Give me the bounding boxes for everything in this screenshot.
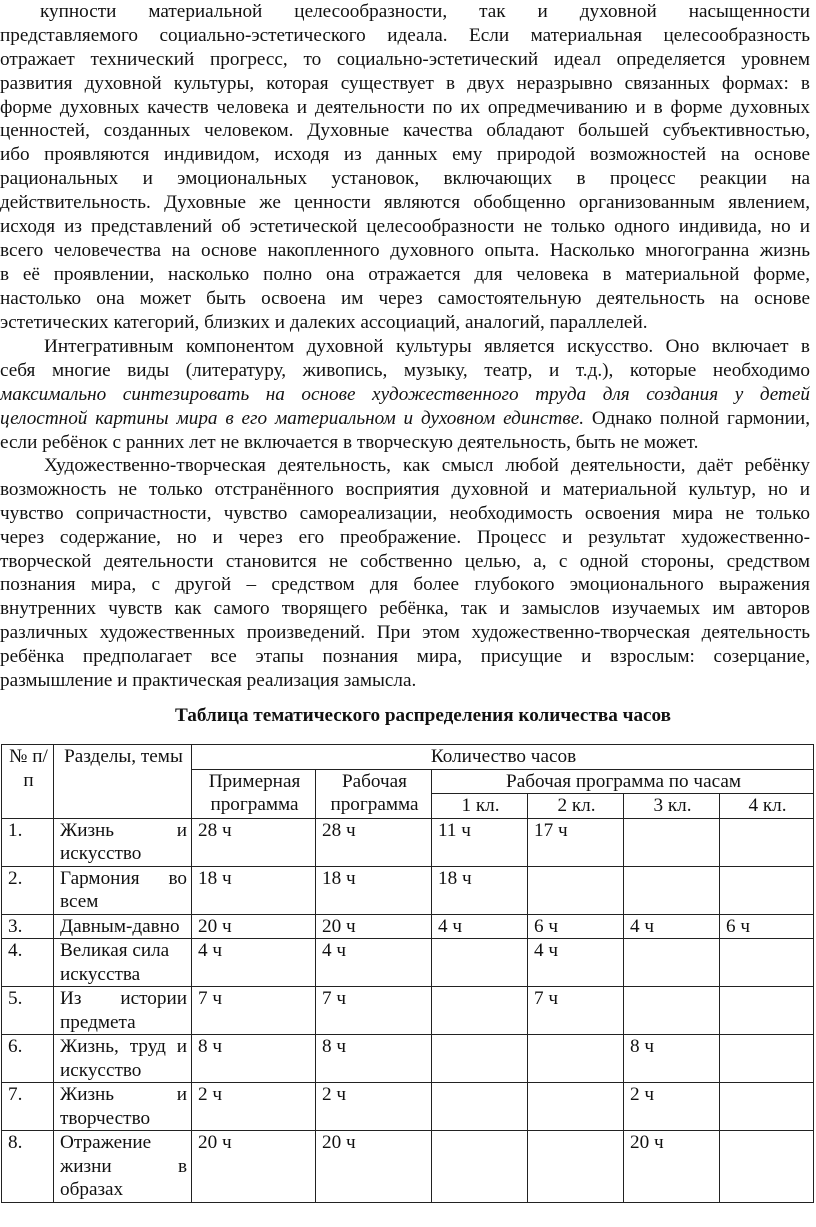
row-work: 18 ч xyxy=(316,866,432,914)
text-line: творческой деятельности становится не собственно целью, а, с одной стороны, средством xyxy=(0,550,810,572)
text-line: через содержание, но и через его преображение. Процесс и результат художественно- xyxy=(0,526,810,548)
text-line: размышление и практическая реализация замысла. xyxy=(0,670,417,692)
row-class-2: 4 ч xyxy=(528,939,624,987)
row-sample: 28 ч xyxy=(192,818,316,866)
row-class-4 xyxy=(720,818,814,866)
row-class-2 xyxy=(528,1083,624,1131)
header-hours: Количество часов xyxy=(192,745,814,770)
header-by-class: Рабочая программа по часам xyxy=(432,769,814,794)
row-topic: Жизнь, труд и искусство xyxy=(54,1035,192,1083)
text-line: исходя из представлений об эстетической целесообразности не только одного индивида, но и xyxy=(0,216,810,238)
row-sample: 4 ч xyxy=(192,939,316,987)
row-sample: 20 ч xyxy=(192,914,316,939)
row-class-2 xyxy=(528,866,624,914)
row-num: 8. xyxy=(2,1131,54,1203)
paragraph-1 xyxy=(0,0,810,334)
row-sample: 7 ч xyxy=(192,987,316,1035)
text-line: эстетических категорий, близких и далеких ассоциаций, аналогий, параллелей. xyxy=(0,311,648,333)
row-sample: 2 ч xyxy=(192,1083,316,1131)
row-topic: Жизнь и творчество xyxy=(54,1083,192,1131)
row-work: 2 ч xyxy=(316,1083,432,1131)
text-line: отражает технический прогресс, то социально-эстетический идеал определяется уровнем xyxy=(0,48,810,70)
row-class-1: 18 ч xyxy=(432,866,528,914)
row-num: 2. xyxy=(2,866,54,914)
table-row xyxy=(2,939,814,987)
text-line: ценностей, созданных человеком. Духовные качества обладают большей субъективностью, xyxy=(0,120,810,142)
row-topic: Давным-давно xyxy=(54,914,192,939)
row-class-1: 4 ч xyxy=(432,914,528,939)
text-line: возможность не только отстранённого восприятия духовной и материальной культур, но и xyxy=(0,478,810,500)
table-row xyxy=(2,987,814,1035)
row-class-3: 8 ч xyxy=(624,1035,720,1083)
text-line: всего человечества на основе накопленного духовного опыта. Насколько многогранна жизнь xyxy=(0,239,810,261)
header-class-1: 1 кл. xyxy=(432,794,528,819)
text-line: чувство сопричастности, чувство самореализации, необходимость освоения мира не только xyxy=(0,502,810,524)
paragraph-2 xyxy=(0,335,810,454)
row-class-4 xyxy=(720,1131,814,1203)
row-class-3: 20 ч xyxy=(624,1131,720,1203)
row-num: 3. xyxy=(2,914,54,939)
row-sample: 8 ч xyxy=(192,1035,316,1083)
header-class-3: 3 кл. xyxy=(624,794,720,819)
text-line: представляемого социально-эстетического идеала. Если материальная целесообразность xyxy=(0,24,810,46)
row-class-3 xyxy=(624,818,720,866)
row-class-2 xyxy=(528,1131,624,1203)
text-line: если ребёнок с ранних лет не включается в творческую деятельность, быть не может. xyxy=(0,431,699,453)
row-topic: Отражение жизни в образах xyxy=(54,1131,192,1203)
text-line-italic: максимально синтезировать на основе художественного труда для создания у детей xyxy=(0,383,810,405)
row-work: 4 ч xyxy=(316,939,432,987)
row-class-3 xyxy=(624,939,720,987)
row-num: 4. xyxy=(2,939,54,987)
row-class-4 xyxy=(720,1035,814,1083)
row-class-2: 7 ч xyxy=(528,987,624,1035)
row-sample: 18 ч xyxy=(192,866,316,914)
header-class-2: 2 кл. xyxy=(528,794,624,819)
row-class-1 xyxy=(432,1035,528,1083)
row-class-4 xyxy=(720,866,814,914)
row-class-2: 17 ч xyxy=(528,818,624,866)
row-class-2: 6 ч xyxy=(528,914,624,939)
row-topic: Из истории предмета xyxy=(54,987,192,1035)
row-topic: Гармония во всем xyxy=(54,866,192,914)
text-line: настолько она может быть освоена им через самостоятельную деятельность на основе xyxy=(0,287,810,309)
text-line: форме духовных качеств человека и деятельности по их опредмечиванию и в форме духовных xyxy=(0,96,810,118)
row-class-1: 11 ч xyxy=(432,818,528,866)
row-num: 6. xyxy=(2,1035,54,1083)
row-class-2 xyxy=(528,1035,624,1083)
text-line: внутренних чувств как самого творящего ребёнка, так и замыслов изучаемых им авторов xyxy=(0,598,810,620)
text-line: ребёнка предполагает все этапы познания мира, присущие и взрослым: созерцание, xyxy=(0,646,810,668)
row-num: 7. xyxy=(2,1083,54,1131)
table-title: Таблица тематического распределения количества часов xyxy=(174,705,672,726)
text-line: развития духовной культуры, которая существует в двух неразрывно связанных формах: в xyxy=(0,72,810,94)
row-work: 7 ч xyxy=(316,987,432,1035)
row-num: 1. xyxy=(2,818,54,866)
text-line: ибо проявляются индивидом, исходя из данных ему природой возможностей на основе xyxy=(0,144,810,166)
header-sample-program: Примерная программа xyxy=(192,769,316,818)
row-class-3: 4 ч xyxy=(624,914,720,939)
hours-table xyxy=(1,744,814,1203)
row-class-1 xyxy=(432,987,528,1035)
row-class-3 xyxy=(624,987,720,1035)
row-num: 5. xyxy=(2,987,54,1035)
table-row xyxy=(2,818,814,866)
table-row xyxy=(2,1131,814,1203)
text-line: познания мира, с другой – средством для более глубокого эмоционального выражения xyxy=(0,574,810,596)
header-work-program: Рабочая программа xyxy=(316,769,432,818)
table-row xyxy=(2,1035,814,1083)
text-line-mixed xyxy=(0,407,810,431)
text-line: действительность. Духовные же ценности являются обобщенно организованным явлением, xyxy=(0,192,810,214)
row-work: 28 ч xyxy=(316,818,432,866)
row-class-4 xyxy=(720,987,814,1035)
paragraph-3 xyxy=(0,454,810,693)
header-sections: Разделы, темы xyxy=(54,745,192,819)
italic-phrase: целостной картины мира в его материальном и духовном единстве. xyxy=(0,407,585,429)
row-class-1 xyxy=(432,1083,528,1131)
row-class-1 xyxy=(432,1131,528,1203)
normal-phrase: Однако полной гармонии, xyxy=(584,407,810,429)
text-line: Интегративным компонентом духовной культуры является искусство. Оно включает в xyxy=(44,336,810,357)
row-work: 8 ч xyxy=(316,1035,432,1083)
header-num: № п/п xyxy=(2,745,54,819)
text-line: различных художественных произведений. При этом художественно-творческая деятельность xyxy=(0,622,810,644)
table-row xyxy=(2,914,814,939)
row-class-3 xyxy=(624,866,720,914)
text-line: купности материальной целесообразности, так и духовной насыщенности xyxy=(40,1,810,22)
row-work: 20 ч xyxy=(316,1131,432,1203)
table-row xyxy=(2,1083,814,1131)
text-line: себя многие виды (литературу, живопись, музыку, театр, и т.д.), которые необходимо xyxy=(0,359,810,381)
row-topic: Великая сила искусства xyxy=(54,939,192,987)
text-line: в её проявлении, насколько полно она отражается для человека в материальной форме, xyxy=(0,263,810,285)
row-class-1 xyxy=(432,939,528,987)
row-class-4 xyxy=(720,939,814,987)
row-class-4 xyxy=(720,1083,814,1131)
row-work: 20 ч xyxy=(316,914,432,939)
row-class-3: 2 ч xyxy=(624,1083,720,1131)
table-row xyxy=(2,866,814,914)
row-topic: Жизнь и искусство xyxy=(54,818,192,866)
text-line: рациональных и эмоциональных установок, включающих в процесс реакции на xyxy=(0,168,810,190)
header-class-4: 4 кл. xyxy=(720,794,814,819)
table-header-row xyxy=(2,745,814,770)
row-sample: 20 ч xyxy=(192,1131,316,1203)
row-class-4: 6 ч xyxy=(720,914,814,939)
text-line: Художественно-творческая деятельность, как смысл любой деятельности, даёт ребёнку xyxy=(44,455,810,476)
